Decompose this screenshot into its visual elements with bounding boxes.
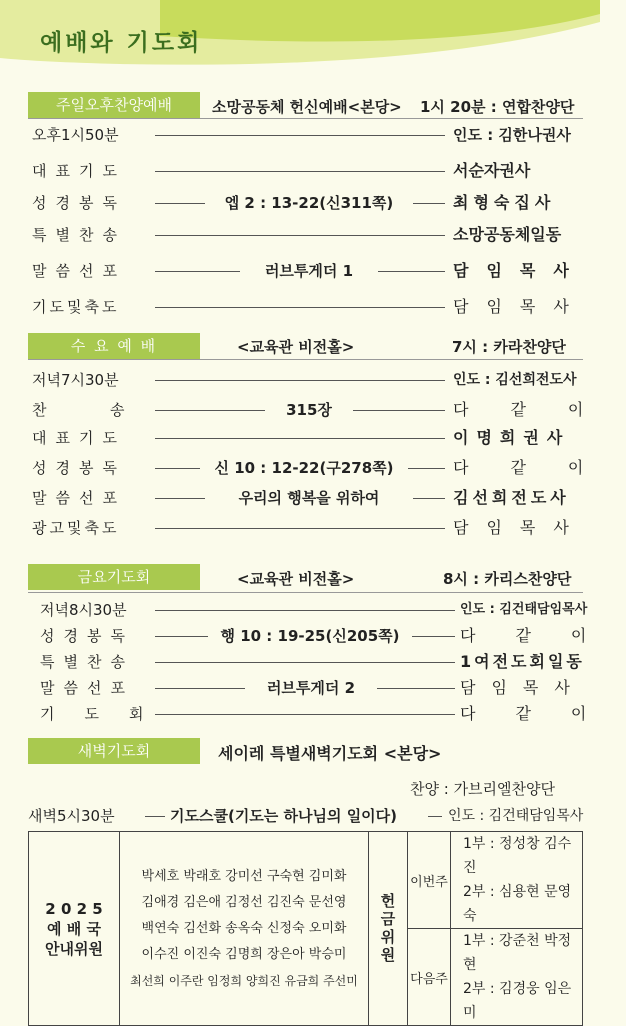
row-right: 인도 : 김건태담임목사 [460, 602, 588, 617]
offering-label-cell [369, 832, 408, 1026]
sunday-header-right: 1시 20분 : 연합찬양단 [420, 98, 575, 116]
row-label: 광고및축도 [32, 519, 120, 537]
row-right: 다같이 [453, 400, 626, 419]
row-label: 오후1시50분 [32, 126, 119, 144]
leader-line [155, 307, 445, 308]
row-label: 말씀선포 [32, 262, 126, 280]
row-label: 저녁7시30분 [32, 371, 119, 389]
row-label: 대표기도 [32, 162, 126, 180]
row-middle: 315장 [265, 396, 353, 424]
row-right: 다같이 [460, 626, 626, 645]
committee-year: 2 0 2 5 [45, 899, 103, 918]
row-right: 서순자권사 [453, 161, 531, 180]
leader-line [155, 171, 445, 172]
friday-row-leader [0, 596, 600, 624]
committee-dept: 예 배 국 [47, 919, 101, 938]
usher-names-line: 이수진 이진숙 김명희 장은아 박승미 [141, 946, 347, 962]
row-right: 담임목사 [453, 518, 587, 537]
sunday-row-leader [0, 121, 600, 149]
next-week-label: 다음주 [408, 929, 451, 1026]
leader-line [155, 438, 445, 439]
sunday-row-sermon [0, 257, 600, 285]
wednesday-row-benediction [0, 514, 600, 542]
committee-role: 안내위원 [45, 939, 103, 958]
row-right: 다같이 [460, 704, 626, 723]
row-label: 기도및축도 [32, 298, 120, 316]
friday-row-prayer-meeting [0, 700, 626, 728]
leader-line [155, 235, 445, 236]
row-right: 인도 : 김건태담임목사 [448, 808, 584, 824]
this-week-label: 이번주 [408, 832, 451, 929]
row-label: 대표기도 [32, 429, 126, 447]
leader-line [155, 528, 445, 529]
usher-names-line: 박세호 박래호 강미선 구숙현 김미화 [141, 868, 347, 884]
row-label: 찬 [32, 401, 47, 419]
wednesday-row-prayer [0, 424, 600, 452]
row-middle: 우리의 행복을 위하여 [205, 484, 413, 512]
wednesday-row-sermon [0, 484, 600, 512]
usher-names-cell [120, 832, 369, 1026]
row-right: 1여전도회일동 [460, 652, 585, 671]
dawn-title: 세이레 특별새벽기도회 <본당> [218, 744, 442, 763]
divider [28, 118, 583, 119]
this-week-cell [451, 832, 583, 929]
offering-label: 헌금위원 [378, 892, 397, 965]
leader-line [155, 714, 455, 715]
row-label: 말씀선포 [32, 489, 126, 507]
row-middle: 엡 2 : 13-22(신311쪽) [205, 189, 413, 217]
row-label: 송 [110, 401, 125, 419]
row-right: 김선희전도사 [453, 488, 570, 507]
row-right: 최형숙집사 [453, 193, 556, 212]
row-middle: 러브투게더 2 [245, 674, 377, 702]
sunday-row-prayer [0, 157, 600, 185]
friday-row-reading [0, 622, 626, 650]
wednesday-row-reading [0, 454, 626, 482]
wednesday-tag: 수 요 예 배 [28, 333, 200, 359]
row-label: 특별찬송 [40, 653, 134, 671]
friday-row-special [0, 648, 600, 676]
next-week-line: 2부 : 김경웅 임은미 [463, 981, 572, 1021]
page-title: 예배와 기도회 [40, 30, 203, 56]
row-right: 담임목사 [453, 297, 587, 316]
next-week-line: 1부 : 강준천 박정현 [463, 933, 572, 973]
this-week-line: 2부 : 심용현 문영숙 [463, 884, 572, 924]
sunday-row-reading [0, 189, 600, 217]
leader-line [145, 816, 165, 817]
row-label: 성경봉독 [40, 627, 134, 645]
row-label: 새벽5시30분 [28, 807, 115, 825]
row-middle: 러브투게더 1 [240, 257, 378, 285]
friday-tag: 금요기도회 [28, 564, 200, 590]
usher-committee-table [28, 831, 583, 1026]
wednesday-header-right: 7시 : 카라찬양단 [452, 338, 566, 356]
row-right: 담임목사 [460, 678, 586, 697]
row-label: 저녁8시30분 [40, 601, 127, 619]
leader-line [428, 816, 442, 817]
row-middle: 행 10 : 19-25(신205쪽) [208, 622, 412, 650]
dawn-praise: 찬양 : 가브리엘찬양단 [410, 780, 556, 798]
usher-names-line: 최선희 이주란 임정희 양희진 유금희 주선미 [130, 973, 358, 988]
leader-line [155, 135, 445, 136]
wednesday-header-center: <교육관 비전홀> [237, 338, 355, 356]
row-label: 말씀선포 [40, 679, 134, 697]
sunday-row-benediction [0, 293, 600, 321]
friday-header-right: 8시 : 카리스찬양단 [443, 570, 572, 588]
row-right: 다같이 [453, 458, 626, 477]
row-right: 소망공동체일동 [453, 225, 562, 244]
row-right: 인도 : 김한나권사 [453, 126, 571, 144]
row-right: 담임목사 [453, 261, 587, 280]
dawn-tag: 새벽기도회 [28, 738, 200, 764]
row-label: 기도회 [40, 705, 174, 723]
friday-header-center: <교육관 비전홀> [237, 570, 355, 588]
divider [28, 592, 583, 593]
row-middle: 신 10 : 12-22(구278쪽) [200, 454, 408, 482]
row-label: 특별찬송 [32, 226, 126, 244]
wednesday-row-hymn [0, 396, 626, 424]
committee-title-cell [29, 832, 120, 1026]
usher-names-line: 백연숙 김선화 송옥숙 신정숙 오미화 [141, 920, 347, 936]
sunday-row-special [0, 221, 600, 249]
wednesday-row-leader [0, 366, 600, 394]
friday-row-sermon [0, 674, 600, 702]
row-label: 성경봉독 [32, 459, 126, 477]
sunday-header-center: 소망공동체 헌신예배<본당> [212, 98, 402, 116]
next-week-cell [451, 929, 583, 1026]
dawn-row [0, 802, 600, 830]
row-right: 인도 : 김선희전도사 [453, 372, 577, 388]
row-middle: 기도스쿨(기도는 하나님의 일이다) [170, 807, 398, 825]
row-label: 성경봉독 [32, 194, 126, 212]
leader-line [155, 662, 455, 663]
leader-line [155, 380, 445, 381]
sunday-tag: 주일오후찬양예배 [28, 92, 200, 118]
this-week-line: 1부 : 정성창 김수진 [463, 836, 572, 876]
row-right: 이명희권사 [453, 428, 571, 447]
divider [28, 359, 583, 360]
leader-line [155, 610, 455, 611]
usher-names-line: 김애경 김은애 김정선 김진숙 문선영 [141, 894, 347, 910]
